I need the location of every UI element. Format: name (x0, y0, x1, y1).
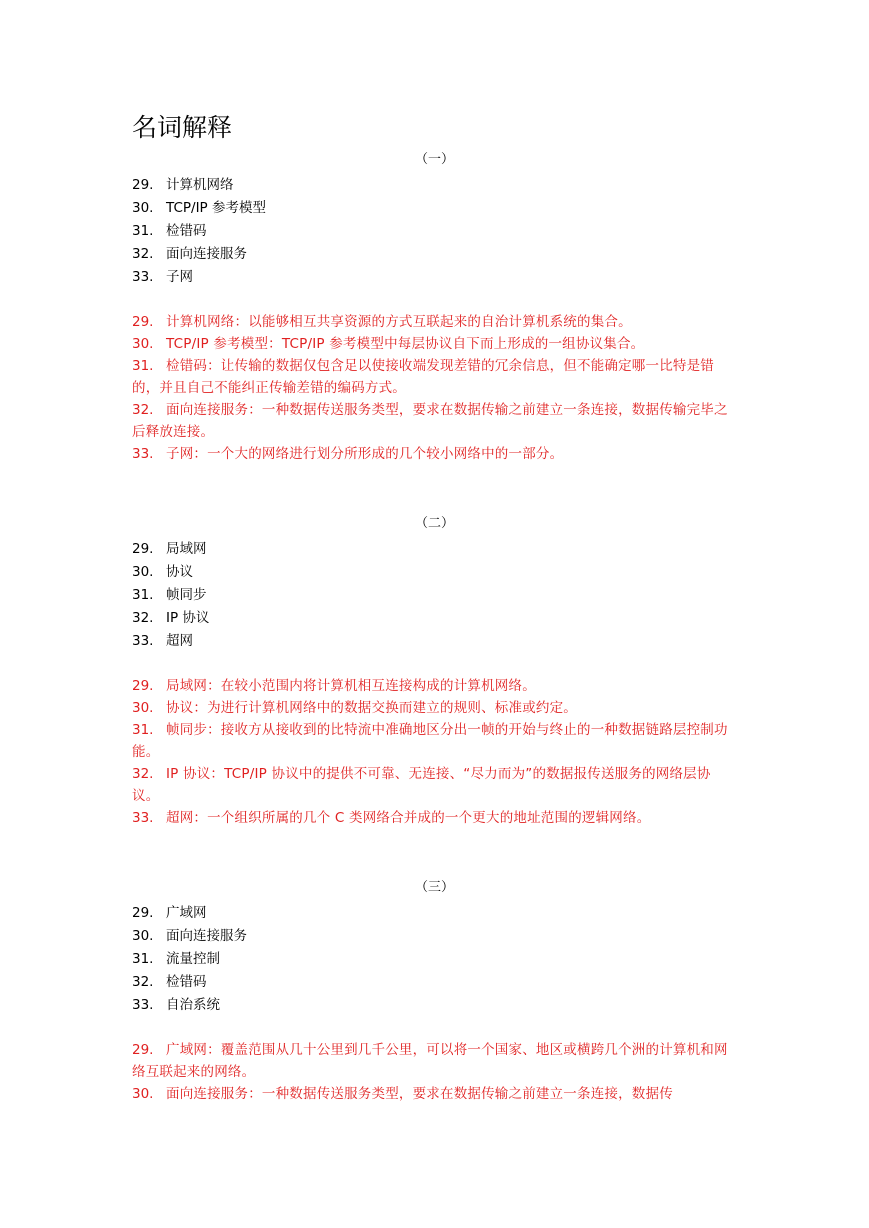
definition-item (132, 355, 737, 399)
term-text: 帧同步 (166, 587, 207, 603)
term-list (132, 538, 737, 653)
definition-text: 广域网：覆盖范围从几十公里到几千公里，可以将一个国家、地区或横跨几个洲的计算机和网络互联起来的网络。 (132, 1042, 728, 1080)
term-text: IP 协议 (166, 610, 210, 626)
term-text: 协议 (166, 564, 193, 580)
term-item (132, 994, 737, 1017)
definition-list (132, 311, 737, 465)
definition-number: 30. (132, 700, 154, 716)
definition-number: 29. (132, 314, 154, 330)
definition-item (132, 399, 737, 443)
term-item (132, 902, 737, 925)
term-item (132, 607, 737, 630)
term-number: 30. (132, 928, 154, 944)
term-number: 31. (132, 223, 154, 239)
term-number: 32. (132, 974, 154, 990)
definition-number: 33. (132, 446, 154, 462)
term-item (132, 220, 737, 243)
term-text: 检错码 (166, 974, 207, 990)
term-text: 面向连接服务 (166, 928, 247, 944)
term-number: 30. (132, 200, 154, 216)
term-text: 广域网 (166, 905, 207, 921)
term-number: 31. (132, 587, 154, 603)
term-item (132, 561, 737, 584)
definition-item (132, 333, 737, 355)
term-text: 面向连接服务 (166, 246, 247, 262)
section-2 (132, 516, 737, 829)
term-number: 32. (132, 246, 154, 262)
definition-text: IP 协议：TCP/IP 协议中的提供不可靠、无连接、“尽力而为”的数据报传送服务的网络层协议。 (132, 766, 711, 804)
term-number: 29. (132, 541, 154, 557)
definition-number: 31. (132, 358, 154, 374)
section-heading: （二） (414, 516, 454, 531)
definition-list (132, 675, 737, 829)
term-text: TCP/IP 参考模型 (166, 200, 266, 216)
definition-text: 面向连接服务：一种数据传送服务类型，要求在数据传输之前建立一条连接，数据传输完毕之后释放连接。 (132, 402, 728, 440)
definition-number: 32. (132, 402, 154, 418)
term-number: 31. (132, 951, 154, 967)
term-number: 30. (132, 564, 154, 580)
spacer (132, 289, 737, 311)
term-text: 子网 (166, 269, 193, 285)
definition-number: 30. (132, 336, 154, 352)
term-list (132, 174, 737, 289)
definition-item (132, 1039, 737, 1083)
term-item (132, 538, 737, 561)
term-item (132, 630, 737, 653)
term-number: 29. (132, 177, 154, 193)
term-list (132, 902, 737, 1017)
term-text: 计算机网络 (166, 177, 234, 193)
term-text: 超网 (166, 633, 193, 649)
term-text: 检错码 (166, 223, 207, 239)
term-item (132, 243, 737, 266)
definition-text: 计算机网络：以能够相互共享资源的方式互联起来的自治计算机系统的集合。 (166, 314, 632, 330)
term-item (132, 971, 737, 994)
term-text: 局域网 (166, 541, 207, 557)
definition-text: TCP/IP 参考模型：TCP/IP 参考模型中每层协议自下而上形成的一组协议集合。 (166, 336, 645, 352)
definition-number: 31. (132, 722, 154, 738)
definition-text: 帧同步：接收方从接收到的比特流中准确地区分出一帧的开始与终止的一种数据链路层控制功能。 (132, 722, 728, 760)
term-item (132, 174, 737, 197)
term-number: 33. (132, 997, 154, 1013)
definition-number: 33. (132, 810, 154, 826)
term-number: 32. (132, 610, 154, 626)
page-title: 名词解释 (132, 113, 233, 142)
definition-item (132, 697, 737, 719)
definition-text: 检错码：让传输的数据仅包含足以使接收端发现差错的冗余信息，但不能确定哪一比特是错的，并且自己不能纠正传输差错的编码方式。 (132, 358, 714, 396)
spacer (132, 653, 737, 675)
term-item (132, 266, 737, 289)
term-number: 29. (132, 905, 154, 921)
term-item (132, 925, 737, 948)
definition-item (132, 443, 737, 465)
definition-number: 29. (132, 1042, 154, 1058)
definition-list (132, 1039, 737, 1105)
definition-number: 32. (132, 766, 154, 782)
definition-item (132, 763, 737, 807)
term-item (132, 584, 737, 607)
section-3 (132, 880, 737, 1105)
term-text: 自治系统 (166, 997, 220, 1013)
term-text: 流量控制 (166, 951, 220, 967)
definition-text: 子网：一个大的网络进行划分所形成的几个较小网络中的一部分。 (166, 446, 564, 462)
term-item (132, 197, 737, 220)
definition-item (132, 719, 737, 763)
definition-text: 协议：为进行计算机网络中的数据交换而建立的规则、标准或约定。 (166, 700, 577, 716)
definition-number: 29. (132, 678, 154, 694)
definition-text: 面向连接服务：一种数据传送服务类型，要求在数据传输之前建立一条连接，数据传 (166, 1086, 673, 1102)
section-heading: （一） (414, 152, 454, 167)
definition-item (132, 311, 737, 333)
definition-item (132, 675, 737, 697)
term-number: 33. (132, 633, 154, 649)
definition-text: 超网：一个组织所属的几个 C 类网络合并成的一个更大的地址范围的逻辑网络。 (166, 810, 651, 826)
definition-text: 局域网：在较小范围内将计算机相互连接构成的计算机网络。 (166, 678, 536, 694)
section-1 (132, 152, 737, 465)
definition-item (132, 807, 737, 829)
spacer (132, 1017, 737, 1039)
term-item (132, 948, 737, 971)
definition-item (132, 1083, 737, 1105)
definition-number: 30. (132, 1086, 154, 1102)
term-number: 33. (132, 269, 154, 285)
section-heading: （三） (414, 880, 454, 895)
